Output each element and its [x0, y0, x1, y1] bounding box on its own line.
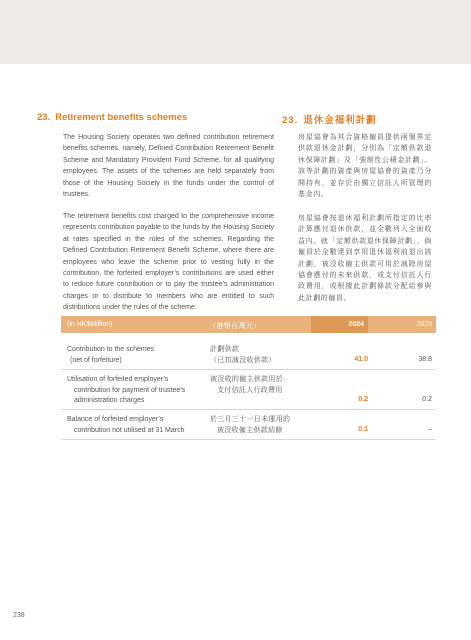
row-value-2023: 38.8 — [418, 355, 432, 363]
table-year-current-label: 2024 — [348, 321, 364, 328]
row-label-en — [67, 415, 202, 436]
row-label-zh-line: 被沒收僱主供款結餘 — [217, 426, 283, 434]
row-label-en-line: contribution for payment of trustee’s — [74, 386, 186, 394]
row-label-zh-line: 計劃供款 — [210, 346, 240, 353]
row-label-en — [67, 345, 202, 366]
paragraph-zh-1: 房屋協會為其合資格僱員提供兩個界定供款退休金計劃，分別為「定額供款退休保障計劃」及「強制性公積金計劃」。該等計劃的資產與房屋協會的資產乃分開持有，並存於由獨立信託人所管理的基金內。 — [298, 134, 432, 199]
row-value-2024: 0.2 — [358, 396, 368, 404]
row-label-en-line: contribution not utilised at 31 March — [74, 426, 185, 434]
row-value-2023: – — [428, 425, 432, 433]
row-label-en-line: Utilisation of forfeited employer’s — [67, 376, 169, 383]
row-label-en-line: (net of forfeiture) — [70, 356, 122, 364]
section-title-zh — [282, 112, 377, 126]
row-label-zh-line: 被沒收的僱主供款用於 — [210, 376, 283, 383]
section-title-zh-text: 退休金福利計劃 — [303, 115, 377, 126]
table-unit-zh: （港幣百萬元） — [209, 322, 261, 330]
row-divider — [61, 409, 436, 410]
page-number: 238 — [13, 612, 25, 619]
paragraph-zh-2: 房屋協會按退休福利計劃所指定的比率計算應付退休供款，並全數列入全面收益內。就「定額供款退休保障計劃」，倘僱員於全數達到享用退休福利前退出該計劃，被沒收僱主供款可用於減除房屋協會應付的未來供款，或支付信託人行政費用，或根據此計劃條款分配給參與此計劃的僱員。 — [298, 215, 432, 302]
table-header — [61, 316, 436, 333]
row-label-zh — [210, 345, 276, 366]
table-unit-en: (in HK$Million) — [67, 320, 113, 328]
row-label-en-line: administration charges — [74, 397, 145, 405]
section-title-en-text: Retirement benefits schemes — [55, 112, 188, 123]
row-label-en — [67, 375, 202, 407]
row-divider — [61, 369, 436, 370]
section-title-en — [37, 112, 187, 123]
paragraph-en-1: The Housing Society operates two defined contribution retirement benefits schemes, namely, Defined Contribution Retirement Benefit Scheme and Mandatory Provident Fund Scheme, for all qualifying employees. The assets of the schemes are held separately from those of the Housing Society in the funds under the control of trustees. — [63, 134, 274, 199]
row-label-en-line: Contribution to the schemes — [67, 346, 155, 353]
row-label-zh — [210, 415, 290, 436]
row-label-zh — [210, 375, 283, 396]
row-label-en-line: Balance of forfeited employer’s — [67, 416, 164, 423]
section-number-zh: 23. — [282, 115, 299, 126]
row-value-2024: 41.0 — [354, 355, 368, 363]
header-band — [0, 0, 471, 64]
row-divider — [61, 439, 436, 440]
row-label-zh-line: 支付信託人行政費用 — [217, 386, 283, 394]
paragraph-en-2: The retirement benefits cost charged to the comprehensive income represents contribution payable to the funds by the Housing Society at rates specified in the rules of the schemes. Regarding the Defined Contribution Retirement Benefit Scheme, where there are employees who leave the scheme prior to vesting fully in the contribution, the forfeited employer’s contributions are used either to reduce future contribution or to pay the trustee’s administration charges or to distribute to members who are entitled to such distributions under the rules of the scheme. — [63, 213, 274, 312]
row-value-2024: 0.1 — [358, 425, 368, 433]
row-label-zh-line: 於三月三十一日未運用的 — [210, 416, 291, 423]
section-number-en: 23. — [37, 112, 51, 123]
table-year-current — [311, 316, 368, 333]
row-value-2023: 0.2 — [422, 396, 432, 404]
row-label-zh-line: （已扣減沒收供款） — [210, 356, 276, 364]
table-year-prior: 2023 — [416, 321, 432, 328]
